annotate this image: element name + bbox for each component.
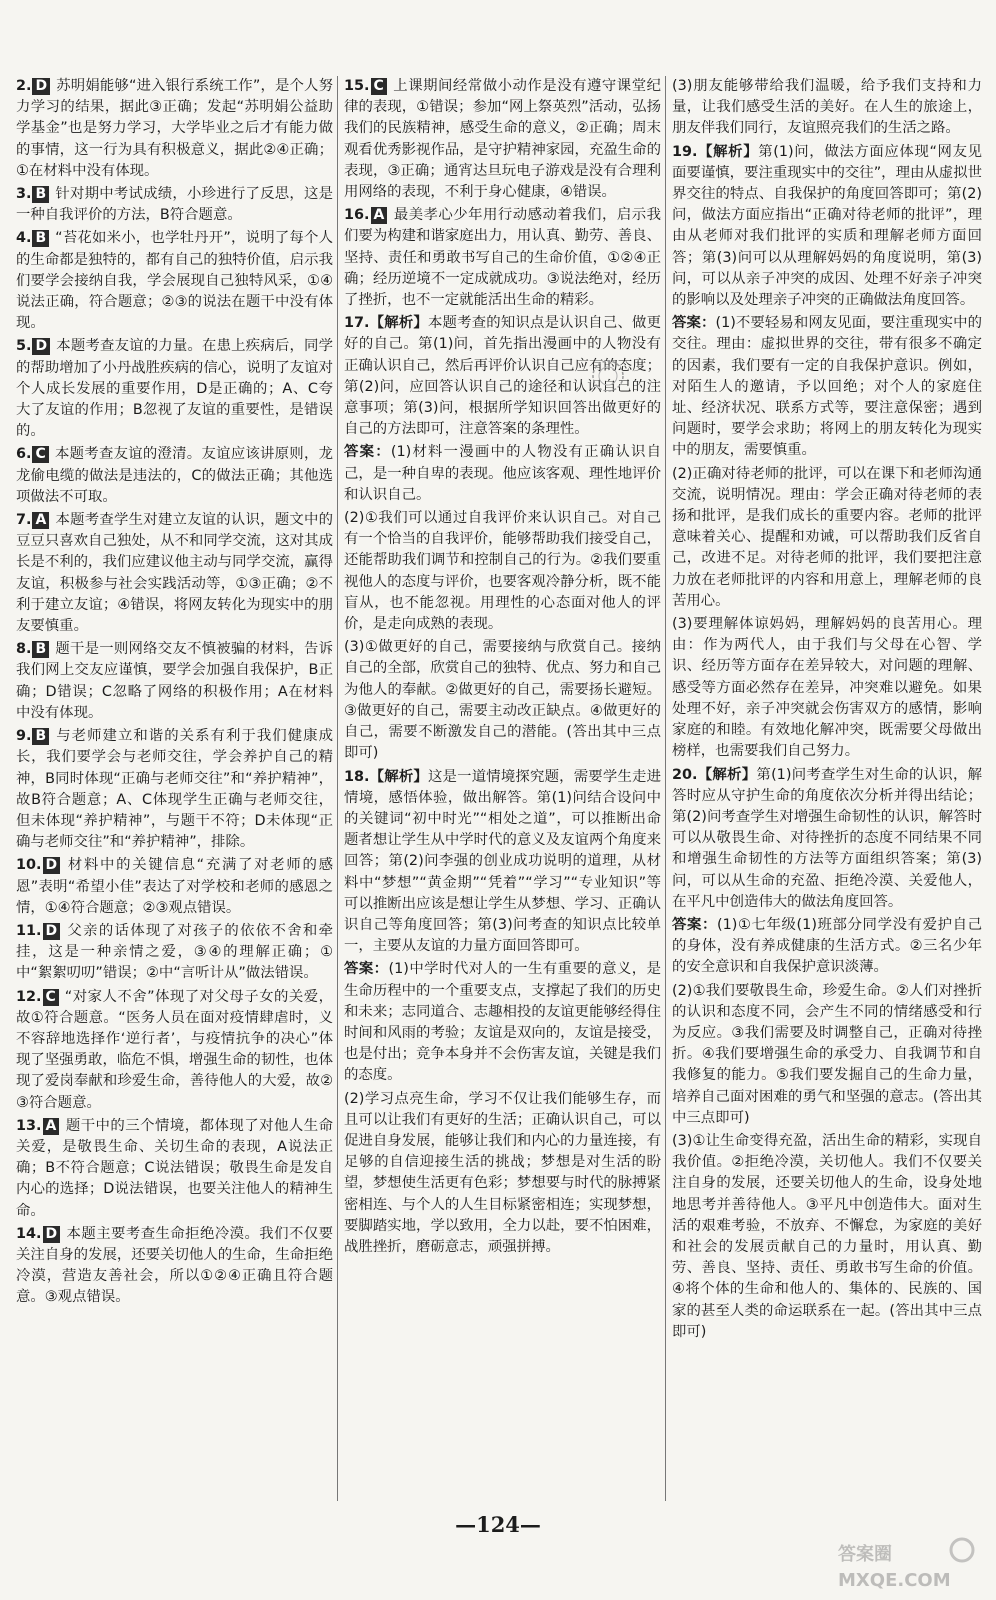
question-number: 9. [16, 728, 32, 745]
column-2 [338, 76, 666, 1501]
question-number: 10. [16, 857, 42, 874]
question-item [16, 639, 333, 724]
question-item [16, 921, 333, 985]
question-number: 20. [672, 766, 698, 783]
question-item [672, 142, 982, 312]
analysis-tag: 【解析】 [697, 143, 759, 160]
choice-box: B [32, 728, 49, 745]
answer-text: (2)正确对待老师的批评，可以在课下和老师沟通交流，说明情况。理由：学会正确对待老师的表扬和批评，是我们成长的重要内容。老师的批评意味着关心、提醒和劝诫，可以帮助我们反省自己，改进不足。对待老师的批评，我们要把注意力放在老师批评的内容和用意上，理解老师的良苦用心。 [672, 465, 982, 609]
question-text: “苔花如米小，也学牡丹开”，说明了每个人的生命都是独特的，都有自己的独特价值，启示我们要学会接纳自我，学会展现自己独特风采，①④说法正确，符合题意；②③的说法在题干中没有体现。 [16, 230, 333, 332]
question-item [16, 510, 333, 637]
question-number: 4. [16, 230, 32, 247]
answer-paragraph [344, 508, 661, 635]
answer-text: (2)①我们可以通过自我评价来认识自己。对自己有一个恰当的自我评价，能够帮助我们接受自己，还能帮助我们调节和控制自己的行为。②我们要重视他人的态度与评价，也要客观冷静分析，既不能盲从，也不能忽视。用理性的心态面对他人的评价，是走向成熟的表现。 [344, 510, 661, 633]
answer-text: (1)中学时代对人的一生有重要的意义，是生命历程中的一个重要支点，支撑起了我们的历史和未来；志同道合、志趣相投的友谊更能够经得住时间和风雨的考验；友谊是双向的，友谊是接受，也是付出；竞争本身并不会伤害友谊，关键是我们的态度。 [344, 961, 661, 1084]
choice-box: C [371, 78, 387, 95]
choice-box: D [43, 857, 61, 874]
answer-paragraph [672, 915, 982, 979]
answer-text: (1)材料一漫画中的人物没有正确认识自己，是一种自卑的表现。他应该客观、理性地评价和认识自己。 [344, 444, 661, 503]
question-text: 父亲的话体现了对孩子的依依不舍和牵挂，这是一种亲情之爱，③④的理解正确；①中“絮絮叨叨”错误；②中“言听计从”做法错误。 [16, 922, 333, 982]
answer-label: 答案： [672, 315, 716, 332]
question-number: 2. [16, 78, 32, 94]
choice-box: D [43, 923, 61, 940]
answer-text: (1)不要轻易和网友见面，要注重现实中的交往。理由：虚拟世界的交往，带有很多不确定的因素，我们要有一定的自我保护意识。例如，对陌生人的邀请，予以回绝；对个人的家庭住址、经济状况、联系方式等，要注意保密；遇到问题时，要学会求助；将网上的朋友转化为现实中的朋友，需要慎重。 [672, 315, 982, 459]
question-number: 8. [16, 641, 32, 658]
question-text: “对家人不舍”体现了对父母子女的关爱，故①符合题意。“医务人员在面对疫情肆虐时，义不容辞地选择作‘逆行者’，与疫情抗争的决心”体现了坚强勇敢，临危不惧，增强生命的韧性，也体现了爱岗奉献和珍爱生命，善待他人的大爱，故②③符合题意。 [16, 988, 333, 1111]
answer-page [10, 76, 986, 1501]
answer-paragraph [672, 313, 982, 461]
answer-text: (3)①让生命变得充盈，活出生命的精彩，实现自我价值。②拒绝冷漠，关切他人。我们不仅要关注自身的发展，还要关切他人的生命，设身处地地思考并善待他人。③平凡中创造伟大。面对生活的艰难考验，不放弃、不懈怠，为家庭的美好和社会的发展贡献自己的力量时，用认真、勤劳、善良、坚持、责任、勇敢书写生命的价值。④将个体的生命和他人的、集体的、民族的、国家的甚至人类的命运联系在一起。(答出其中三点即可) [672, 1132, 982, 1340]
question-text: 第(1)问，做法方面应体现“网友见面要谨慎，要注重现实中的交往”，理由从虚拟世界交往的特点、自我保护的角度回答即可；第(2)问，做法方面应指出“正确对待老师的批评”，理由从老师对我们批评的实质和理解老师方面回答；第(3)问可以从理解妈妈的角度说明，第(3)问，可以从亲子冲突的成因、处理不好亲子冲突的影响以及处理亲子冲突的正确做法角度回答。 [672, 143, 982, 309]
question-item [16, 1224, 333, 1309]
question-text: 这是一道情境探究题，需要学生走进情境，感悟体验，做出解答。第(1)问结合设问中的关键词“初中时光”“相处之道”，可以推断出命题者想让学生从中学时代的意义及友谊两个角度来回答；第(2)问李强的创业成功说明的道理，从材料中“梦想”“黄金期”“凭着”“学习”“专业知识”等可以推断出应该是想让学生从梦想、学习、正确认识自己等角度回答；第(3)问考查的知识点比较单一，主要从友谊的力量方面回答即可。 [344, 768, 661, 955]
column-3 [666, 76, 986, 1501]
seal-stamp-icon [590, 358, 626, 394]
question-text: 第(1)问考查学生对生命的认识，解答时应从守护生命的角度依次分析并得出结论；第(2)问考查学生对增强生命韧性的认识，解答时可以从敬畏生命、对待挫折的态度不同结果不同和增强生命韧性的方法等方面组织答案；第(3)问，可以从生命的充盈、拒绝冷漠、关爱他人，在平凡中创造伟大的做法角度回答。 [672, 766, 982, 910]
answer-label: 答案： [672, 916, 718, 933]
question-text: 最美孝心少年用行动感动着我们，启示我们要为构建和谐家庭出力，用认真、勤劳、善良、坚持、责任和勇敢书写自己的生命价值，①②④正确；经历逆境不一定成就成功。③说法绝对，经历了挫折，也不一定就能活出生命的精彩。 [344, 207, 661, 309]
question-number: 12. [16, 988, 42, 1005]
answer-paragraph [672, 981, 982, 1129]
question-text: 本题主要考查生命拒绝冷漠。我们不仅要关注自身的发展，还要关切他人的生命，生命拒绝冷漠，营造友善社会，所以①②④正确且符合题意。③观点错误。 [16, 1225, 333, 1306]
question-item [16, 76, 333, 182]
question-number: 17. [344, 315, 370, 332]
choice-box: A [43, 1118, 60, 1135]
answer-paragraph: (3)朋友能够带给我们温暖，给予我们支持和力量，让我们感受生活的美好。在人生的旅途上，朋友伴我们同行，友谊照亮我们的生活之路。 [672, 78, 982, 137]
question-number: 14. [16, 1225, 42, 1242]
answer-text: (3)要理解体谅妈妈，理解妈妈的良苦用心。理由：作为两代人，由于我们与父母在心智、学识、经历等方面存在差异较大，对问题的理解、感受等方面必然存在差异，冲突难以避免。如果处理不好，亲子冲突就会伤害双方的感情，影响家庭的和睦。有效地化解冲突，既需要父母做出榜样，也需要我们自己努力。 [672, 616, 982, 760]
question-number: 16. [344, 207, 370, 224]
question-item [344, 205, 661, 311]
question-item [672, 765, 982, 913]
question-item [16, 1116, 333, 1222]
answer-paragraph [344, 637, 661, 764]
question-item [16, 855, 333, 919]
choice-box: A [32, 512, 49, 529]
answer-label: 答案： [344, 444, 391, 461]
svg-text:MXQE.COM: MXQE.COM [838, 1570, 951, 1591]
choice-box: C [32, 446, 48, 463]
choice-box: A [371, 207, 388, 224]
analysis-tag: 【解析】 [369, 315, 428, 332]
question-item [344, 767, 661, 958]
question-text: 材料中的关键信息“充满了对老师的感恩”表明“希望小佳”表达了对学校和老师的感恩之情，①④符合题意；②③观点错误。 [16, 857, 333, 916]
question-item [16, 444, 333, 508]
question-number: 11. [16, 922, 42, 939]
choice-box: B [32, 641, 49, 658]
question-text: 本题考查学生对建立友谊的认识，题文中的豆豆只喜欢自己独处，从不和同学交流，这对其成长是不利的，我们应建议他主动与同学交流，赢得友谊，积极参与社会实践活动等，①③正确；②不利于建立友谊；④错误，将网友转化为现实中的朋友要慎重。 [16, 512, 333, 635]
question-item [344, 76, 661, 203]
answer-text: (3)①做更好的自己，需要接纳与欣赏自己。接纳自己的全部，欣赏自己的独特、优点、努力和自己为他人的奉献。②做更好的自己，需要扬长避短。③做更好的自己，需要主动改正缺点。④做更好的自己，需要不断激发自己的潜能。(答出其中三点即可) [344, 639, 661, 762]
question-number: 6. [16, 446, 32, 463]
choice-box: D [32, 338, 50, 355]
page-number: —124— [455, 1512, 541, 1537]
question-text: 针对期中考试成绩，小珍进行了反思，这是一种自我评价的方法，B符合题意。 [16, 186, 333, 224]
choice-box: D [43, 1226, 61, 1243]
question-item [16, 726, 333, 853]
question-number: 18. [344, 768, 370, 785]
choice-box: B [32, 186, 49, 203]
question-text: 本题考查友谊的澄清。友谊应该讲原则，龙龙偷电缆的做法是违法的，C的做法正确；其他选项做法不可取。 [16, 446, 333, 505]
answer-text: (2)①我们要敬畏生命，珍爱生命。②人们对挫折的认识和态度不同，会产生不同的情绪感受和行为反应。③我们需要及时调整自己，正确对待挫折。④我们要增强生命的承受力、自我调节和自我修复的能力。⑤我们要发掘自己的生命力量，培养自己面对困难的勇气和坚强的意志。(答出其中三点即可) [672, 982, 982, 1126]
answer-text: (2)学习点亮生命，学习不仅让我们能够生存，而且可以让我们有更好的生活；正确认识自己，可以促进自身发展，能够让我们和内心的力量连接，有足够的自信迎接生活的挑战；梦想是对生活的盼望，梦想使生活更有色彩；梦想要与时代的脉搏紧密相连、与个人的人生目标紧密相连；实现梦想，要脚踏实地，学以致用，全力以赴，要不怕困难，战胜挫折，磨砺意志，顽强拼搏。 [344, 1090, 661, 1255]
choice-box: B [32, 230, 49, 247]
answer-paragraph [672, 1131, 982, 1343]
choice-box: C [43, 989, 59, 1006]
answer-label: 答案： [344, 961, 389, 978]
answer-paragraph [672, 464, 982, 612]
answer-paragraph [344, 442, 661, 506]
question-number: 19. [672, 143, 698, 160]
question-number: 3. [16, 186, 32, 203]
analysis-tag: 【解析】 [697, 766, 757, 783]
answer-text: (1)①七年级(1)班部分同学没有爱护自己的身体，没有养成健康的生活方式。②三名少年的安全意识和自我保护意识淡薄。 [672, 916, 982, 976]
watermark-logo [834, 1536, 982, 1592]
question-text: 题干是一则网络交友不慎被骗的材料，告诉我们网上交友应谨慎，要学会加强自我保护，B正确；D错误；C忽略了网络的积极作用；A在材料中没有体现。 [16, 641, 333, 721]
question-item [16, 184, 333, 226]
svg-text:答案圈: 答案圈 [838, 1544, 892, 1565]
question-text: 苏明娟能够“进入银行系统工作”，是个人努力学习的结果，据此③正确；发起“苏明娟公益助学基金”也是努力学习，大学毕业之后才有能力做的事情，这一行为具有积极意义，据此②④正确；①在材料中没有体现。 [16, 78, 333, 179]
analysis-tag: 【解析】 [369, 768, 428, 785]
question-text: 本题考查的知识点是认识自己、做更好的自己。第(1)问，首先指出漫画中的人物没有正确认识自己，然后再评价认识自己应有的态度；第(2)问，应回答认识自己的途径和认识自己的注意事项；第(3)问，根据所学知识回答出做更好的自己的方法即可，注意答案的条理性。 [344, 315, 661, 438]
answer-paragraph [672, 614, 982, 762]
question-item [16, 228, 333, 334]
question-text: 题干中的三个情境，都体现了对他人生命关爱，是敬畏生命、关切生命的表现，A说法正确；B不符合题意；C说法错误；敬畏生命是发自内心的选择；D说法错误，也要关注他人的精神生命。 [16, 1117, 333, 1219]
question-item [16, 987, 333, 1114]
choice-box: D [32, 78, 50, 95]
question-text: 本题考查友谊的力量。在患上疾病后，同学的帮助增加了小丹战胜疾病的信心，说明了友谊对个人成长发展的重要作用，D是正确的；A、C夸大了友谊的作用；B忽视了友谊的重要性，是错误的。 [16, 338, 333, 440]
question-text: 与老师建立和谐的关系有利于我们健康成长，我们要学会与老师交往，学会养护自己的精神，B同时体现“正确与老师交往”和“养护精神”，故B符合题意；A、C体现学生正确与老师交往，但未体现“养护精神”，与题干不符；D未体现“正确与老师交往”和“养护精神”，排除。 [16, 728, 333, 851]
question-number: 15. [344, 78, 370, 94]
question-number: 7. [16, 512, 32, 529]
question-number: 13. [16, 1117, 42, 1134]
question-number: 5. [16, 338, 32, 355]
column-1 [10, 76, 338, 1501]
question-text: 上课期间经常做小动作是没有遵守课堂纪律的表现，①错误；参加“网上祭英烈”活动，弘扬我们的民族精神，感受生命的意义，②正确；周末观看优秀影视作品，是守护精神家园，充盈生命的表现，③正确；通宵达旦玩电子游戏是没有合理利用网络的表现，不利于身心健康，④错误。 [344, 78, 661, 201]
answer-paragraph [344, 959, 661, 1086]
answer-paragraph [344, 1089, 661, 1259]
question-item [16, 336, 333, 442]
